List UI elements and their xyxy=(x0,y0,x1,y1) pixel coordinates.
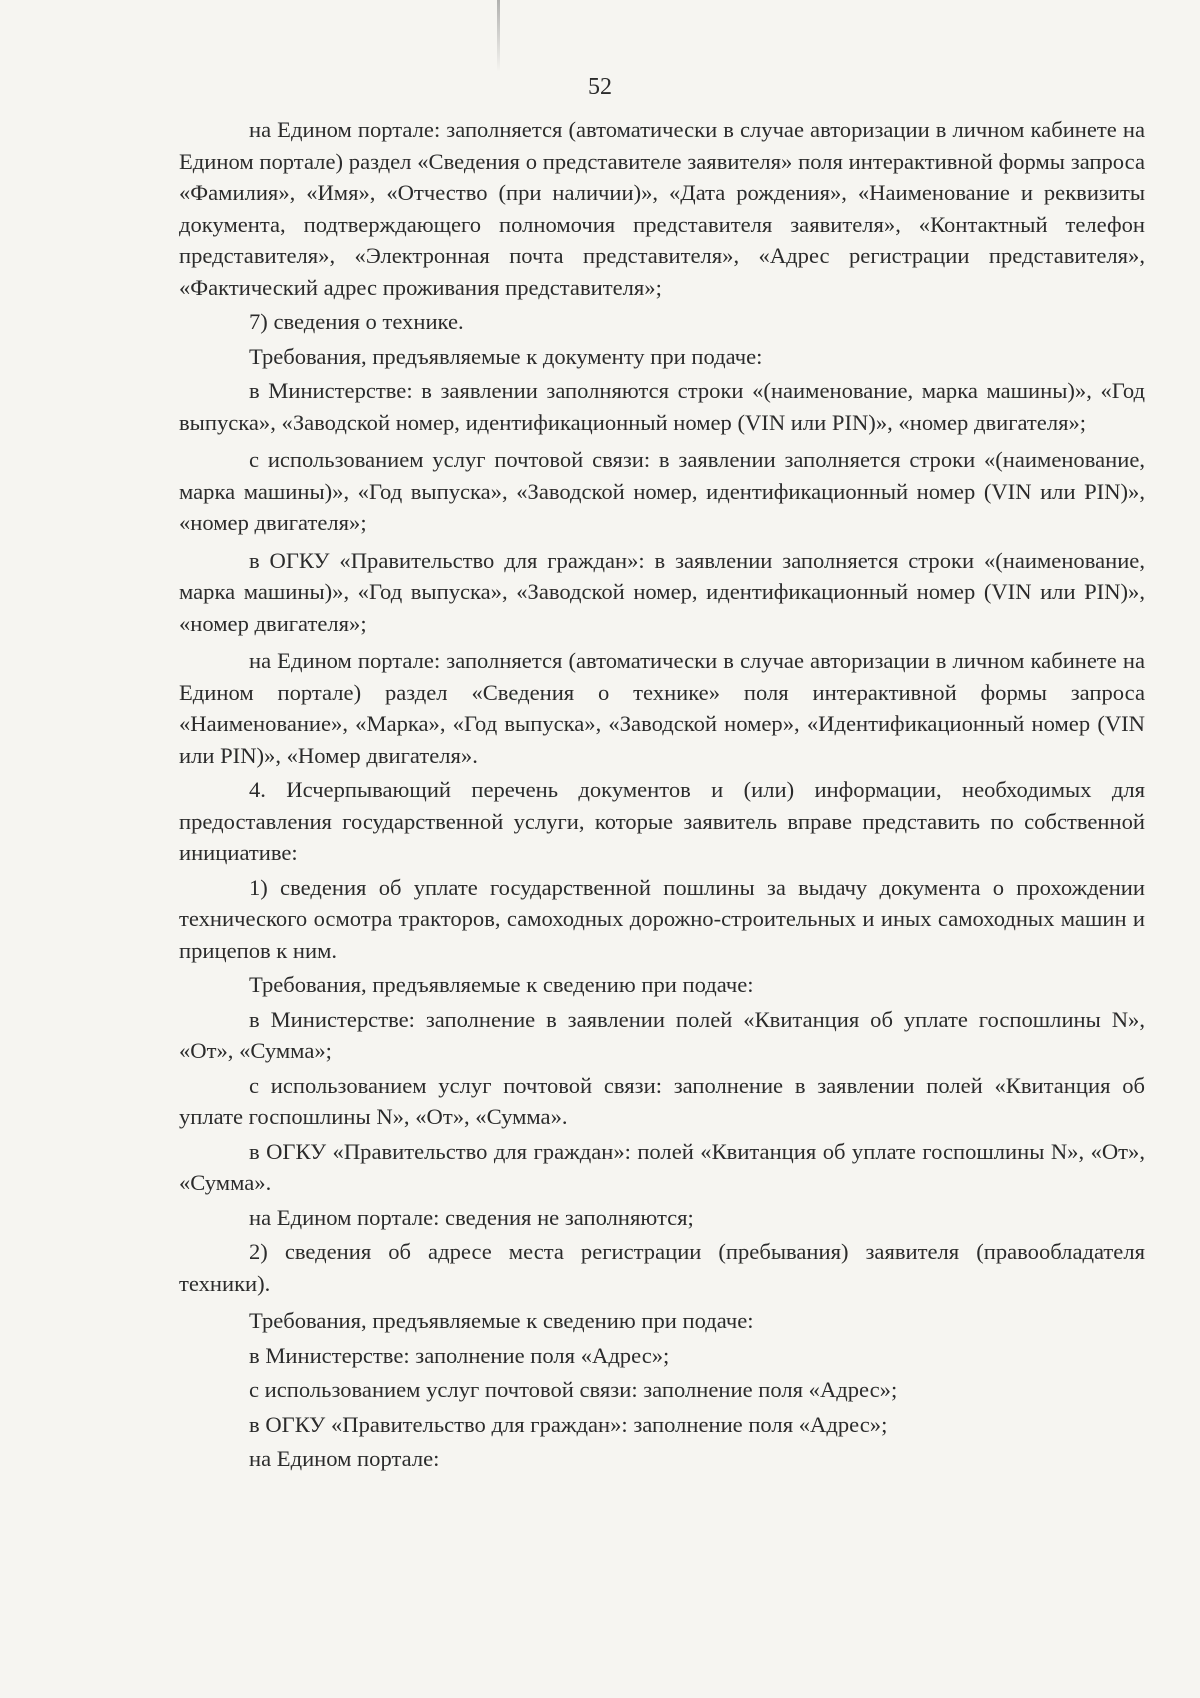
paragraph: 1) сведения об уплате государственной пошлины за выдачу документа о прохождении технического осмотра тракторов, самоходных дорожно-строительных и иных самоходных машин и прицепов к ним. xyxy=(179,874,1145,963)
paragraph: в ОГКУ «Правительство для граждан»: заполнение поля «Адрес»; xyxy=(249,1411,888,1437)
paragraph: на Едином портале: заполняется (автоматически в случае авторизации в личном кабинете на Едином портале) раздел «Сведения о технике» поля интерактивной формы запроса «Наименование», «Марка», «Год выпуска», «Заводской номер», «Идентификационный номер (VIN или PIN)», «Номер двигателя». xyxy=(179,648,1145,768)
paragraph: с использованием услуг почтовой связи: заполнение поля «Адрес»; xyxy=(249,1377,898,1402)
document-body xyxy=(179,114,1145,1478)
paragraph: в Министерстве: заполнение в заявлении полей «Квитанция об уплате госпошлины N», «От», «Сумма»; xyxy=(179,1006,1145,1063)
paragraph: Требования, предъявляемые к документу при подаче: xyxy=(249,343,763,369)
scan-artifact xyxy=(497,0,500,72)
paragraph: Требования, предъявляемые к сведению при подаче: xyxy=(249,972,754,997)
paragraph: с использованием услуг почтовой связи: в заявлении заполняется строки «(наименование, марка машины)», «Год выпуска», «Заводской номер, идентификационный номер (VIN или PIN)», «номер двигателя»; xyxy=(179,447,1145,535)
paragraph: на Едином портале: сведения не заполняются; xyxy=(249,1204,694,1230)
paragraph: в ОГКУ «Правительство для граждан»: в заявлении заполняется строки «(наименование, марка машины)», «Год выпуска», «Заводской номер, идентификационный номер (VIN или PIN)», «номер двигателя»; xyxy=(179,547,1145,636)
paragraph: с использованием услуг почтовой связи: заполнение в заявлении полей «Квитанция об уплате госпошлины N», «От», «Сумма». xyxy=(179,1072,1145,1129)
paragraph: 4. Исчерпывающий перечень документов и (или) информации, необходимых для предоставления государственной услуги, которые заявитель вправе представить по собственной инициативе: xyxy=(179,777,1145,865)
page-number: 52 xyxy=(588,74,612,100)
paragraph: 2) сведения об адресе места регистрации (пребывания) заявителя (правообладателя техники). xyxy=(179,1239,1145,1296)
paragraph: в Министерстве: заполнение поля «Адрес»; xyxy=(249,1342,670,1368)
paragraph: на Едином портале: заполняется (автоматически в случае авторизации в личном кабинете на Едином портале) раздел «Сведения о представителе заявителя» поля интерактивной формы запроса «Фамилия», «Имя», «Отчество (при наличии)», «Дата рождения», «Наименование и реквизиты документа, подтверждающего полномочия представителя заявителя», «Контактный телефон представителя», «Электронная почта представителя», «Адрес регистрации представителя», «Фактический адрес проживания представителя»; xyxy=(179,117,1145,300)
paragraph: в ОГКУ «Правительство для граждан»: полей «Квитанция об уплате госпошлины N», «От», «Сумма». xyxy=(179,1138,1145,1195)
paragraph: на Едином портале: xyxy=(249,1446,440,1471)
paragraph: Требования, предъявляемые к сведению при подаче: xyxy=(249,1308,754,1333)
paragraph: в Министерстве: в заявлении заполняются строки «(наименование, марка машины)», «Год выпуска», «Заводской номер, идентификационный номер (VIN или PIN)», «номер двигателя»; xyxy=(179,378,1145,435)
paragraph: 7) сведения о технике. xyxy=(249,309,464,334)
